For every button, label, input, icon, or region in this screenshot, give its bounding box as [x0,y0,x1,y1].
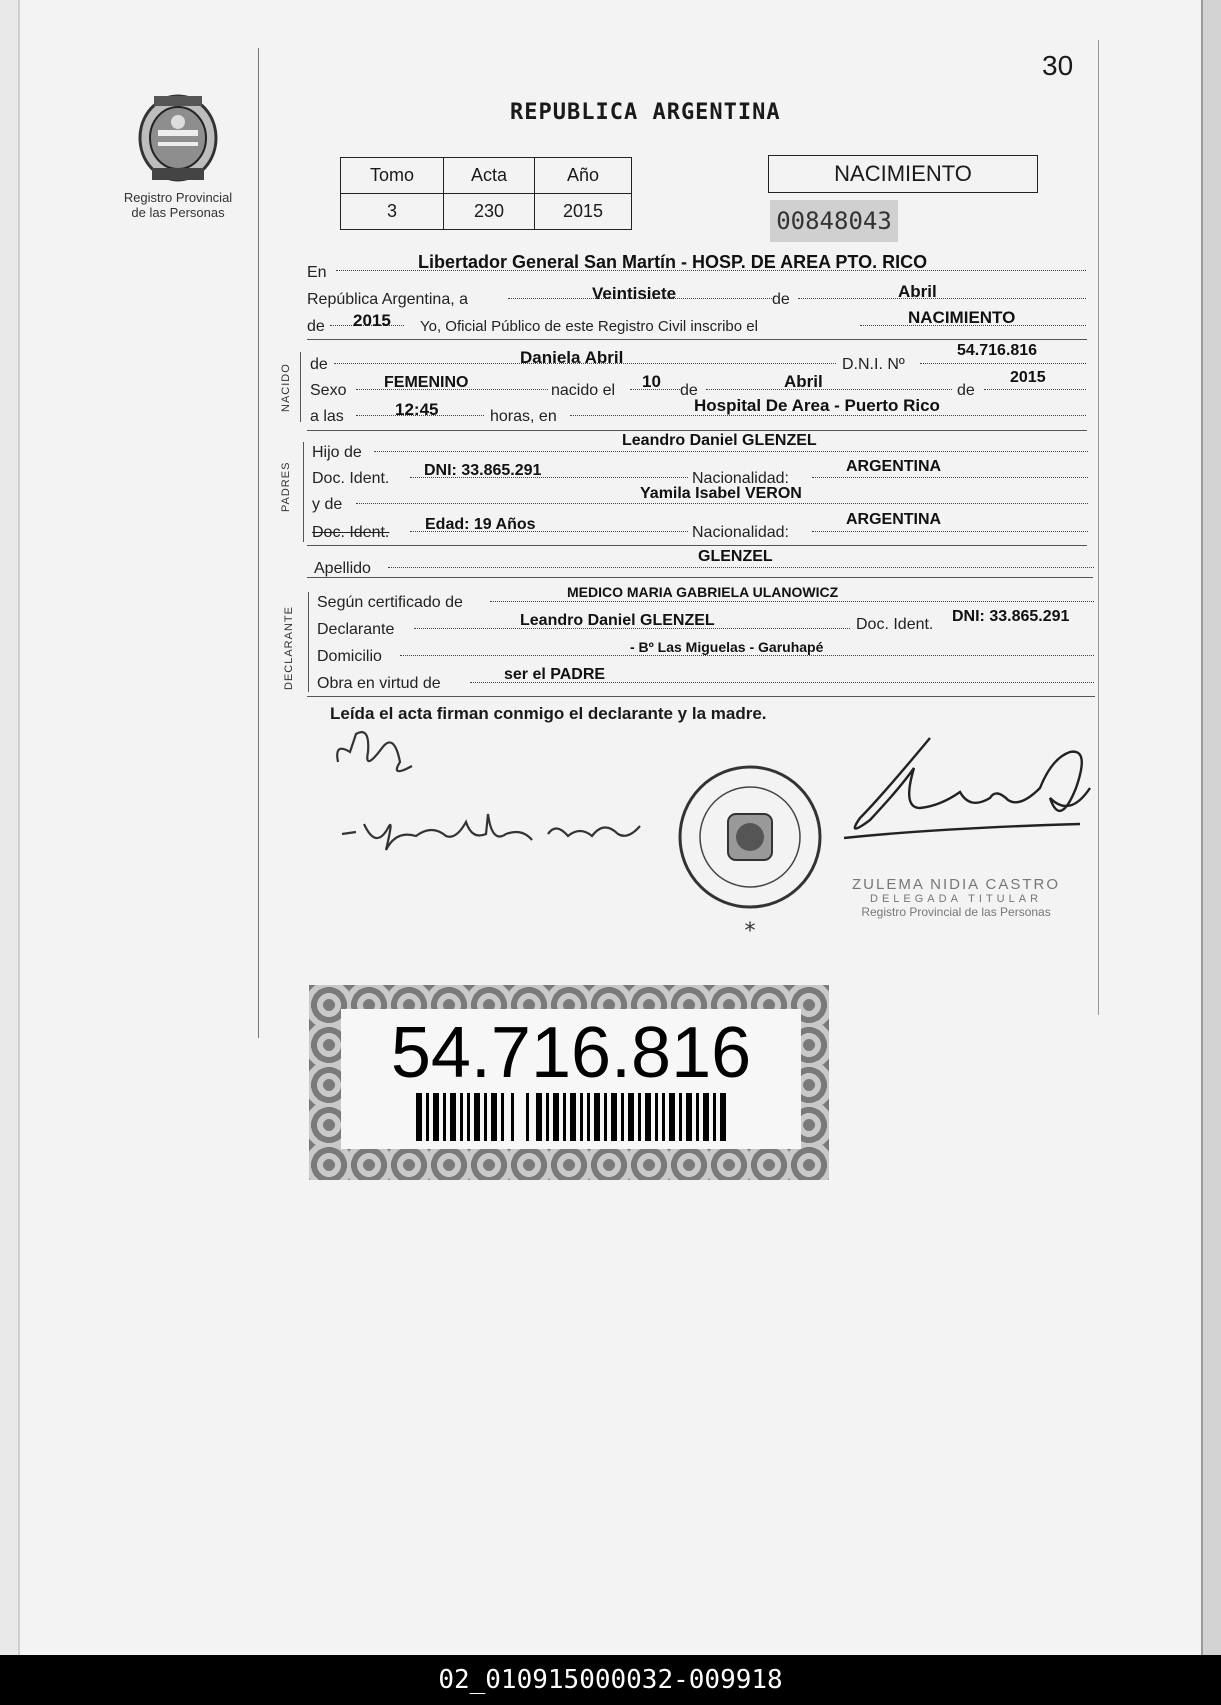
closing-statement: Leída el acta firman conmigo el declarante y la madre. [330,704,767,723]
section-divider [307,545,1087,546]
dotted-line [400,655,1094,656]
dotted-line [920,363,1086,364]
de-label: de [772,291,790,308]
right-margin-rule [1098,40,1099,1015]
mother-name-value: Yamila Isabel VERON [640,485,802,502]
declarante-name-value: Leandro Daniel GLENZEL [520,612,715,629]
declarant-initials-signature [330,722,440,790]
sexo-value: FEMENINO [384,374,469,391]
sticker-dni-number: 54.716.816 [390,1013,752,1093]
republic-label: República Argentina, a [307,291,468,308]
logo-caption-line2: de las Personas [131,205,225,220]
declarante-doc-value: DNI: 33.865.291 [952,608,1070,625]
horas-label: horas, en [490,408,557,425]
domicilio-value: - Bº Las Miguelas - Garuhapé [630,639,824,655]
barcode [416,1093,726,1141]
nacido-de2-label: de [680,382,698,399]
misiones-province-emblem [132,90,224,186]
registry-logo [118,90,238,220]
nacido-el-label: nacido el [551,382,616,399]
dni-label: D.N.I. Nº [842,356,905,373]
nacido-section-label: NACIDO [280,363,292,412]
father-nationality-label: Nacionalidad: [692,470,789,487]
officer-office: Registro Provincial de las Personas [861,905,1051,919]
officer-name: ZULEMA NIDIA CASTRO [852,876,1061,893]
certificado-label: Según certificado de [317,594,463,611]
serial-number: 00848043 [770,200,898,242]
a-las-label: a las [310,408,344,425]
de2-label: de [307,318,325,335]
officer-signature [840,728,1110,868]
logo-caption [118,190,238,220]
dotted-line [706,389,952,390]
obra-value: ser el PADRE [504,666,606,683]
time-value: 12:45 [395,400,439,419]
officer-role: DELEGADA TITULAR [870,893,1043,905]
padres-bracket [303,442,304,542]
father-doc-value: DNI: 33.865.291 [424,462,542,479]
dotted-line [356,503,1088,504]
mother-doc-label: Doc. Ident. [312,524,390,541]
birth-place-value: Hospital De Area - Puerto Rico [694,396,940,415]
birth-month-value: Abril [784,372,823,391]
mother-doc-value: Edad: 19 Años [425,516,536,533]
dotted-line [798,298,1086,299]
dotted-line [812,531,1088,532]
year-value: 2015 [353,311,391,330]
mother-signature [336,800,656,860]
baby-name-value: Daniela Abril [520,348,624,367]
logo-caption-line1: Registro Provincial [123,190,233,205]
father-nationality-value: ARGENTINA [846,458,942,475]
declarante-section-label: DECLARANTE [283,606,295,690]
certificado-value: MEDICO MARIA GABRIELA ULANOWICZ [567,584,839,600]
tomo-value: 3 [341,194,444,230]
anio-header: Año [535,158,632,194]
footer-id: 02_010915000032-009918 [438,1665,783,1695]
declarante-bracket [308,592,309,692]
anio-value: 2015 [535,194,632,230]
dotted-line [984,389,1086,390]
padres-section-label: PADRES [280,461,292,512]
act-type-box: NACIMIENTO [768,155,1038,193]
registry-table [340,157,632,230]
section-divider [307,577,1093,578]
tomo-header: Tomo [341,158,444,194]
section-divider [307,339,1087,340]
father-name-value: Leandro Daniel GLENZEL [622,432,817,449]
obra-label: Obra en virtud de [317,675,441,692]
nacido-bracket [300,352,301,422]
sticker-label-area [341,1009,801,1149]
declarante-doc-label: Doc. Ident. [856,616,934,633]
dotted-line [388,567,1094,568]
birth-year-value: 2015 [1010,369,1046,386]
nacido-de-label: de [310,356,328,373]
section-divider [307,430,1087,431]
y-de-label: y de [312,496,343,513]
nacido-de3-label: de [957,382,975,399]
acta-header: Acta [444,158,535,194]
act-word-value: NACIMIENTO [908,308,1016,327]
sexo-label: Sexo [310,382,347,399]
birth-day-value: 10 [642,372,661,391]
section-divider [307,696,1095,697]
dotted-line [374,451,1088,452]
baby-dni-value: 54.716.816 [957,342,1038,359]
apellido-value: GLENZEL [698,548,773,565]
svg-text:*: * [744,919,756,944]
officer-block [852,876,1060,919]
hijo-de-label: Hijo de [312,444,362,461]
day-words-value: Veintisiete [592,284,677,303]
apellido-label: Apellido [314,560,371,577]
month-value: Abril [898,282,937,301]
left-margin-rule [258,48,259,1038]
acta-value: 230 [444,194,535,230]
document-title: REPUBLICA ARGENTINA [510,100,781,125]
inscribo-text: Yo, Oficial Público de este Registro Civil inscribo el [420,318,758,335]
declarante-label: Declarante [317,621,395,638]
mother-nationality-value: ARGENTINA [846,511,942,528]
domicilio-label: Domicilio [317,648,382,665]
dotted-line [812,477,1088,478]
dotted-line [490,601,1094,602]
page-edge [1201,0,1221,1655]
dni-sticker [309,985,829,1180]
mother-nationality-label: Nacionalidad: [692,524,789,541]
page-number: 30 [1042,50,1074,81]
place-value: Libertador General San Martín - HOSP. DE AREA PTO. RICO [418,252,928,272]
father-doc-label: Doc. Ident. [312,470,390,487]
footer-bar [0,1655,1221,1705]
official-seal-stamp [676,728,824,946]
en-label: En [307,264,327,281]
